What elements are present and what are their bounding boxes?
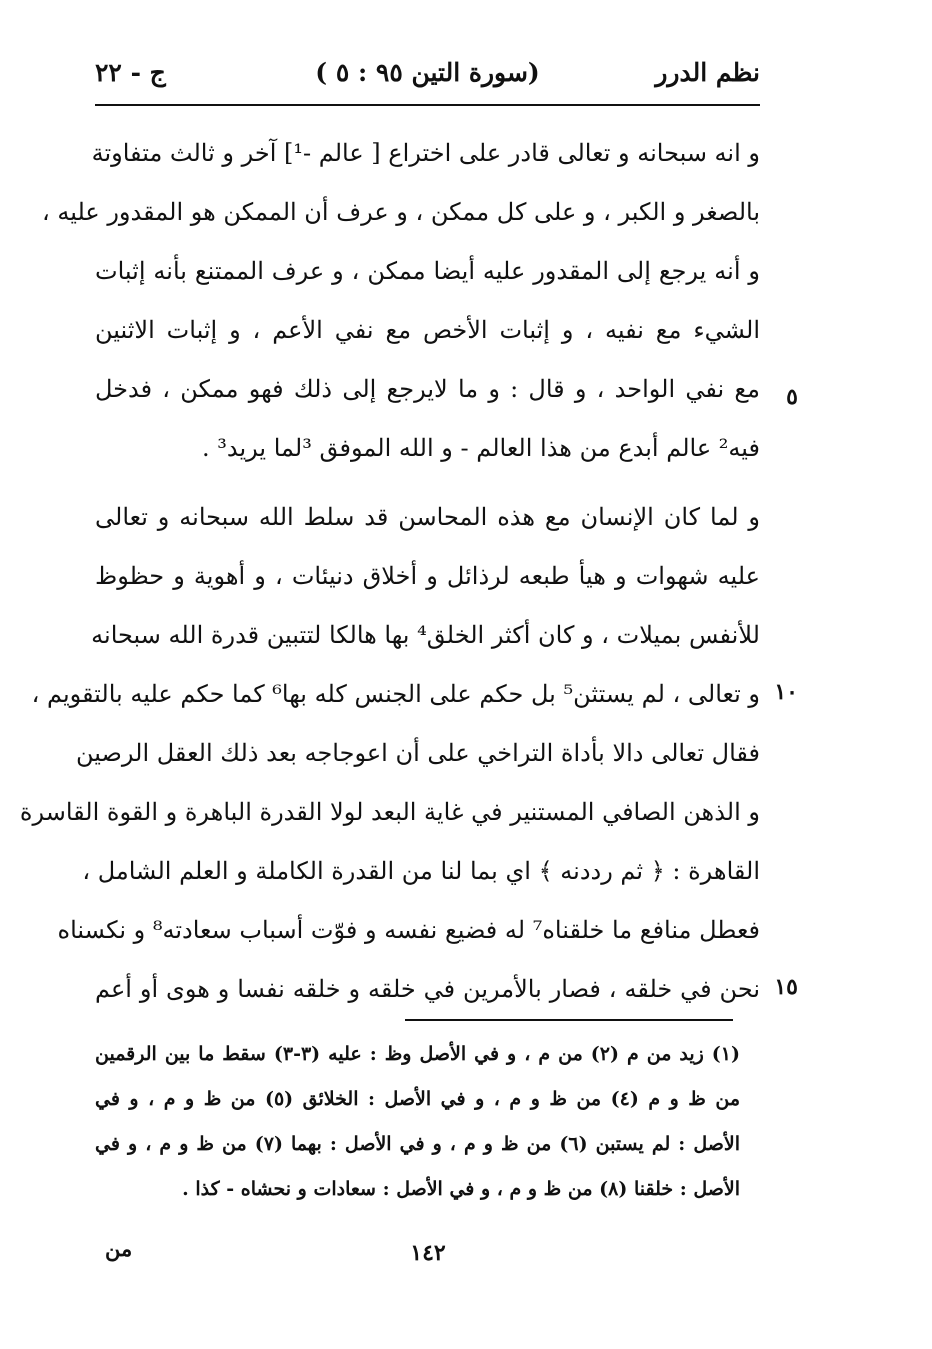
footnote-line: الأصل : لم يستبن (٦) من ظ و م ، و في الأصل : بهما (٧) من ظ و م ، و في bbox=[95, 1133, 741, 1155]
line-number: ١٠ bbox=[774, 679, 798, 705]
text-line: مع نفي الواحد ، و قال : و ما لايرجع إلى ذلك فهو ممكن ، فدخل bbox=[95, 375, 760, 403]
line-number: ١٥ bbox=[774, 974, 798, 1000]
text-line: فقال تعالى دالا بأداة التراخي على أن اعوجاجه بعد ذلك العقل الرصين bbox=[76, 739, 760, 767]
footnote-rule bbox=[405, 1019, 733, 1021]
text-line: و لما كان الإنسان مع هذه المحاسن قد سلط الله سبحانه و تعالى bbox=[95, 503, 760, 531]
main-text bbox=[19, 124, 761, 1019]
text-line: و الذهن الصافي المستنير في غاية البعد لولا القدرة الباهرة و القوة القاسرة bbox=[19, 798, 760, 826]
header-volume-part: ج - ٢٢ bbox=[95, 58, 166, 87]
page-number: ١٤٢ bbox=[410, 1240, 446, 1266]
text-line: فعطل منافع ما خلقناه⁷ له فضيع نفسه و فوّت أسباب سعادته⁸ و نكسناه bbox=[57, 916, 760, 944]
catchword: من bbox=[105, 1236, 133, 1261]
header-surah-reference: (سورة التين ٩٥ : ٥ ) bbox=[315, 58, 540, 87]
text-line: و أنه يرجع إلى المقدور عليه أيضا ممكن ، و عرف الممتنع بأنه إثبات bbox=[95, 257, 760, 285]
text-line: الشيء مع نفيه ، و إثبات الأخص مع نفي الأعم ، و إثبات الاثنين bbox=[95, 316, 760, 344]
line-number: ٥ bbox=[786, 384, 798, 410]
text-line: عليه شهوات و هيأ طبعه لرذائل و أخلاق دنيئات ، و أهوية و حظوظ bbox=[95, 562, 761, 590]
text-line: و انه سبحانه و تعالى قادر على اختراع [ عالم -¹] آخر و ثالث متفاوتة bbox=[91, 139, 760, 167]
running-header bbox=[95, 58, 760, 98]
text-line: نحن في خلقه ، فصار بالأمرين في خلقه و خلقه نفسا و هوى أو أعم bbox=[95, 975, 760, 1003]
footnote-line: من ظ و م (٤) من ظ و م ، و في الأصل : الخلائق (٥) من ظ و م ، و في bbox=[95, 1088, 741, 1110]
text-line: للأنفس بميلات ، و كان أكثر الخلق⁴ بها هالكا لتتبين قدرة الله سبحانه bbox=[91, 621, 760, 649]
text-line: بالصغر و الكبر ، و على كل ممكن ، و عرف أن الممكن هو المقدور عليه ، bbox=[41, 198, 760, 226]
footnotes bbox=[95, 1032, 740, 1212]
text-line: فيه² عالم أبدع من هذا العالم - و الله الموفق ³لما يريد³ . bbox=[202, 434, 760, 462]
footnote-line: (١) زيد من م (٢) من م ، و في الأصل وظ : عليه (٣-٣) سقط ما بين الرقمين bbox=[95, 1043, 741, 1065]
text-line: القاهرة : ﴿ ثم رددنه ﴾ اي بما لنا من القدرة الكاملة و العلم الشامل ، bbox=[82, 857, 760, 885]
footnote-line: الأصل : خلقنا (٨) من ظ و م ، و في الأصل : سعادات و نحشاه - كذا . bbox=[182, 1178, 740, 1200]
header-rule bbox=[95, 104, 760, 106]
header-book-title: نظم الدرر bbox=[655, 58, 760, 87]
text-line: و تعالى ، لم يستثن⁵ بل حكم على الجنس كله بها⁶ كما حكم عليه بالتقويم ، bbox=[31, 680, 760, 708]
